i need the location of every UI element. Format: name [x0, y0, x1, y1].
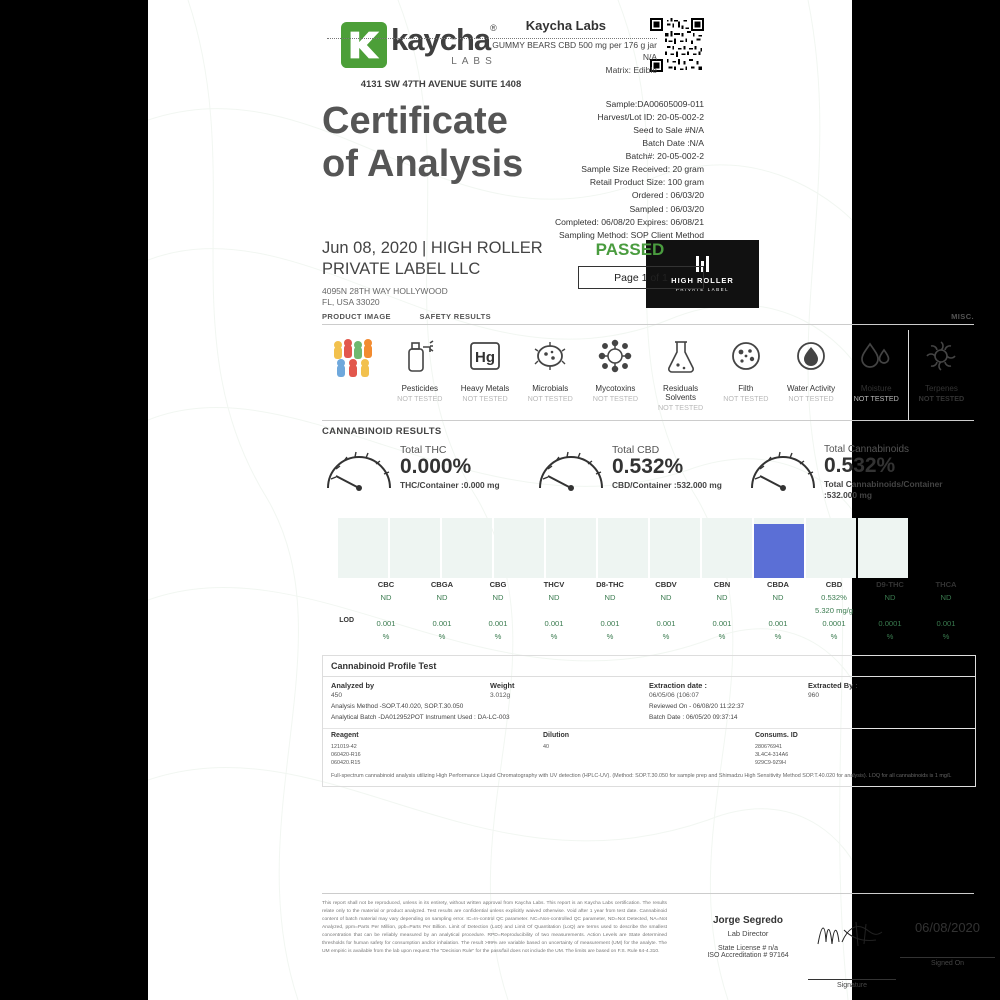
profile-fields — [323, 677, 975, 703]
analytical-batch: Analytical Batch -DA012952POT Instrument Used : DA-LC-003 — [331, 714, 510, 721]
table-cell: % — [438, 632, 446, 642]
residual-solvents-icon — [648, 330, 713, 382]
gauge-row — [322, 444, 974, 501]
test-label: Heavy Metals — [460, 384, 510, 393]
lab-name: Kaycha Labs — [525, 18, 606, 33]
chart-cell — [754, 518, 804, 578]
safety-test-icons — [322, 330, 974, 412]
logo-sub: LABS — [451, 55, 497, 67]
profile-field-weight: Weight 3.012g — [490, 681, 515, 699]
test-label: Moisture — [860, 384, 892, 393]
meta-line: Retail Product Size: 100 gram — [589, 177, 704, 188]
test-label: Water Activity — [786, 384, 836, 393]
chart-cell — [546, 518, 596, 578]
gauge-dial-icon — [322, 444, 396, 496]
svg-text:Hg: Hg — [475, 349, 495, 366]
table-cell — [414, 604, 470, 608]
signature-block — [808, 918, 896, 989]
signer-name: Jorge Segredo — [712, 915, 784, 926]
test-label: Pesticides — [401, 384, 439, 393]
client-address2: FL, USA 33020 — [322, 297, 380, 308]
reagent-values — [323, 742, 975, 768]
table-cell — [694, 604, 750, 608]
table-cell — [582, 604, 638, 608]
column-header: Reagent — [331, 732, 359, 739]
table-cell: 0.001 — [712, 619, 732, 629]
column-header: CBN — [713, 580, 731, 589]
profile-mini-row-2 — [323, 714, 975, 728]
column-header: D9-THC — [876, 580, 904, 589]
test-label: Microbials — [532, 384, 569, 393]
meta-line: Sampling Method: SOP Client Method — [558, 229, 704, 240]
table-cell: ND — [604, 593, 616, 602]
test-status: NOT TESTED — [723, 394, 769, 403]
table-cell: % — [942, 632, 950, 642]
client-line2: PRIVATE LABEL LLC — [322, 260, 481, 279]
table-cell: ND — [940, 593, 952, 602]
table-cell: ND — [660, 593, 672, 602]
column-header: Dilution — [543, 732, 570, 739]
iso-accreditation: ISO Accreditation # 97164 — [707, 952, 789, 959]
test-item-product — [322, 330, 387, 412]
chart-cell — [494, 518, 544, 578]
microbials-icon — [518, 330, 583, 382]
table-cell — [358, 604, 414, 608]
column-header: CBDA — [767, 580, 789, 589]
terpenes-icon — [909, 330, 974, 382]
gauge-value: 0.532% — [824, 454, 896, 477]
batch-date: Batch Date : 06/05/20 09:37:14 — [649, 714, 738, 721]
gauge-total-thc — [322, 444, 534, 501]
test-item-filth — [713, 330, 778, 412]
column-header: CBD — [825, 580, 843, 589]
gauge-dial-icon — [534, 444, 608, 496]
sample-na: N/A — [642, 52, 657, 63]
table-cell: 0.532% — [821, 593, 847, 602]
test-item-moisture — [844, 330, 909, 412]
product-brand-sub: PRIVATE LABEL — [675, 287, 730, 292]
table-cell: 0.001 — [488, 619, 508, 629]
meta-line: Sampled : 06/03/20 — [629, 203, 704, 214]
table-cell: ND — [772, 593, 784, 602]
test-item-terpenes — [909, 330, 974, 412]
table-cell: 0.0001 — [822, 619, 846, 629]
client-address1: 4095N 28TH WAY HOLLYWOOD — [322, 285, 448, 296]
test-label: Filth — [738, 384, 754, 393]
analysis-method: Analysis Method -SOP.T.40.020, SOP.T.30.050 — [331, 703, 464, 710]
test-item-heavy-metals — [452, 330, 517, 412]
test-label: Residuals Solvents — [663, 384, 699, 403]
chart-cell — [338, 518, 388, 578]
page-title-line2: of Analysis — [322, 142, 524, 185]
column-header: Consums. ID — [755, 732, 798, 739]
profile-field-extracted-by: Extracted By : 960 — [808, 681, 858, 699]
cannabinoid-bar-chart — [338, 518, 908, 578]
meta-line: Batch#: 20-05-002-2 — [625, 151, 704, 162]
test-status: NOT TESTED — [592, 394, 639, 403]
chart-cell — [858, 518, 908, 578]
lab-address: 4131 SW 47TH AVENUE SUITE 1408 — [360, 79, 522, 90]
dilution-values: 40 — [543, 744, 549, 750]
gauge-sub: CBD/Container :532.000 mg — [612, 480, 722, 491]
test-label: Terpenes — [924, 384, 958, 393]
table-cell: 0.001 — [432, 619, 452, 629]
registered-mark-icon: ® — [490, 22, 497, 33]
gauge-value: 0.532% — [612, 455, 684, 478]
reagent-headers — [323, 728, 975, 742]
section-label-misc: MISC. — [951, 312, 974, 321]
lab-director-block — [688, 915, 808, 959]
signed-on-caption: Signed On — [900, 957, 995, 967]
sample-description: GUMMY BEARS CBD 500 mg per 176 g jar — [327, 38, 657, 51]
table-row-lod — [322, 617, 974, 630]
meta-line: Seed to Sale #N/A — [633, 125, 704, 136]
column-header: CBG — [489, 580, 507, 589]
table-row-headers — [322, 578, 974, 591]
signature-icon — [812, 918, 892, 948]
logo-wordmark: kaycha — [391, 21, 491, 57]
profile-field-analyzed-by: Analyzed by 450 — [331, 681, 375, 699]
moisture-icon — [844, 330, 909, 382]
cannabinoid-profile-test — [322, 655, 976, 787]
chart-cell — [442, 518, 492, 578]
status-badge: PASSED — [595, 240, 665, 259]
chart-cell — [598, 518, 648, 578]
table-cell: ND — [436, 593, 448, 602]
gauge-total-cannabinoids — [746, 444, 974, 501]
table-cell — [470, 604, 526, 608]
column-header: CBDV — [655, 580, 677, 589]
section-label-product-image: PRODUCT IMAGE — [322, 312, 391, 321]
footer-disclaimer: This report shall not be reproduced, unless in its entirety, without written approval from Kaycha Labs. This report is an Kaycha Labs certification. The results relate only to the material or product analyzed. Test results are confidential unless explicitly waived otherwise. Void after 1 year from test date. Cannabinoid content of batch material may vary depending on sampling error. IC=In-control QC parameter. NC=Non-controlled QC parameter, ND=Not Detected, NA=Not Analyzed, ppm=Parts Per Million, ppb=Parts Per Billion. Limit of Detection (LoD) and Limit Of Quantitation (LoQ) are terms used to describe the smallest concentration that can be reliably measured by an analytical procedure. RPD=Reproducibility of two measurements. Action Levels are State determined thresholds for human safety for consumption and/or inhalation. The result >99% are variable based on uncertainty of measurement (UM) for the analyte. The UM empiric is available from the lab upon request.The "Decision Rule" for the pass/fail does not include the UM. The limits are based on F.S. Rule 64-4.310. — [322, 901, 667, 954]
signed-date: 06/08/2020 — [914, 920, 981, 935]
page-indicator: Page 1 of 1 — [578, 266, 704, 289]
gauge-title: Total CBD — [612, 444, 660, 456]
footer-divider — [322, 893, 974, 894]
table-cell: % — [774, 632, 782, 642]
table-cell: 0.001 — [656, 619, 676, 629]
test-status: NOT TESTED — [657, 403, 704, 413]
table-cell: % — [886, 632, 894, 642]
column-header: THCA — [935, 580, 957, 589]
table-cell: 0.001 — [936, 619, 956, 629]
test-status: NOT TESTED — [853, 394, 899, 403]
table-cell: 0.0001 — [878, 619, 902, 629]
table-row-mgg — [322, 604, 974, 617]
section-label-safety-results: SAFETY RESULTS — [419, 312, 492, 321]
table-cell: % — [550, 632, 558, 642]
profile-field-extraction-date: Extraction date : 06/05/06 (106:07 — [649, 681, 707, 699]
client-line1: Jun 08, 2020 | HIGH ROLLER — [322, 239, 543, 257]
table-cell: ND — [716, 593, 728, 602]
gauge-title: Total Cannabinoids — [824, 444, 910, 455]
test-item-mycotoxins — [583, 330, 648, 412]
mycotoxins-icon — [583, 330, 648, 382]
column-header: THCV — [543, 580, 565, 589]
table-cell: 0.001 — [768, 619, 788, 629]
chart-cell — [390, 518, 440, 578]
divider-after-icons — [322, 420, 974, 421]
water-activity-icon — [778, 330, 843, 382]
table-cell: ND — [548, 593, 560, 602]
meta-line: Sample:DA00605009-011 — [605, 99, 704, 109]
table-cell: % — [830, 632, 838, 642]
filth-icon — [713, 330, 778, 382]
sample-header-info — [327, 38, 657, 76]
test-status: NOT TESTED — [397, 394, 443, 403]
cannabinoid-table — [322, 578, 974, 643]
test-status: NOT TESTED — [788, 394, 834, 403]
test-status: NOT TESTED — [462, 394, 508, 403]
meta-line: Batch Date :N/A — [642, 138, 704, 149]
signed-date-block — [900, 920, 995, 967]
table-row-unit — [322, 630, 974, 643]
test-item-residual-solvents — [648, 330, 713, 412]
table-cell: % — [662, 632, 670, 642]
chart-cell — [702, 518, 752, 578]
column-header: CBGA — [430, 580, 454, 589]
sample-matrix: Matrix: Edible — [605, 64, 657, 75]
table-cell: % — [606, 632, 614, 642]
gauge-title: Total THC — [400, 444, 447, 456]
column-header: CBC — [377, 580, 395, 589]
table-cell — [918, 604, 974, 608]
test-status: NOT TESTED — [527, 394, 573, 403]
qr-code-icon — [650, 18, 704, 72]
profile-footnote: Full-spectrum cannabinoid analysis utilizing High Performance Liquid Chromatography with UV detection (HPLC-UV). (Method: SOP.T.30.050 for sample prep and Shimadzu High Sensitivity Method SOP.T.40.020 for analysis). LOQ for all cannabinoids is 1 mg/L — [331, 773, 952, 780]
state-license: State License # n/a — [718, 945, 778, 952]
table-cell: ND — [884, 593, 896, 602]
profile-mini-row-1 — [323, 703, 975, 714]
section-labels — [322, 312, 974, 321]
table-cell — [862, 604, 918, 608]
document-sheet — [148, 0, 981, 1000]
client-info — [322, 238, 543, 309]
test-status: NOT TESTED — [918, 394, 965, 403]
table-row-values — [322, 591, 974, 604]
table-cell: 5.320 mg/g — [815, 606, 853, 615]
gauge-value: 0.000% — [400, 455, 472, 478]
signature-caption: Signature — [837, 982, 867, 989]
cannabinoid-results-title: CANNABINOID RESULTS — [322, 426, 442, 437]
product-brand-name: HIGH ROLLER — [671, 276, 734, 285]
table-cell: 0.001 — [544, 619, 564, 629]
table-cell: % — [494, 632, 502, 642]
reviewed-on: Reviewed On - 06/08/20 11:22:37 — [649, 703, 745, 710]
column-header: D8-THC — [596, 580, 624, 589]
table-cell — [638, 604, 694, 608]
row-label: LOD — [339, 617, 354, 625]
test-item-pesticides — [387, 330, 452, 412]
profile-heading: Cannabinoid Profile Test — [323, 656, 975, 677]
table-cell — [750, 604, 806, 608]
chart-cell — [650, 518, 700, 578]
signer-role: Lab Director — [727, 929, 769, 938]
test-item-microbials — [518, 330, 583, 412]
table-cell: 0.001 — [376, 619, 396, 629]
sample-metadata — [404, 98, 704, 242]
gummy-bears-icon — [322, 330, 387, 382]
table-cell: 0.001 — [600, 619, 620, 629]
divider-top — [322, 324, 974, 325]
gauge-sub: THC/Container :0.000 mg — [400, 480, 500, 491]
table-cell: % — [382, 632, 390, 642]
gauge-sub: Total Cannabinoids/Container :532.000 mg — [824, 479, 943, 500]
table-cell: ND — [380, 593, 392, 602]
meta-line: Ordered : 06/03/20 — [631, 190, 704, 201]
heavy-metals-icon — [452, 330, 517, 382]
test-item-water-activity — [778, 330, 843, 412]
page-title-line1: Certificate — [322, 100, 508, 142]
chart-bar — [754, 524, 804, 578]
table-cell: % — [718, 632, 726, 642]
gauge-dial-icon — [746, 444, 820, 496]
test-label: Mycotoxins — [595, 384, 636, 393]
meta-line: Sample Size Received: 20 gram — [581, 164, 704, 175]
pesticides-icon — [387, 330, 452, 382]
meta-line: Harvest/Lot ID: 20-05-002-2 — [597, 112, 704, 123]
table-cell — [526, 604, 582, 608]
table-cell: ND — [492, 593, 504, 602]
consum-ids: 2806?6941 3L4C4-314A6 929C9-9Z9H — [755, 744, 789, 767]
gauge-total-cbd — [534, 444, 746, 501]
reagent-ids: 121019-42 060420-R16 060420.R15 — [331, 744, 361, 767]
meta-line: Completed: 06/08/20 Expires: 06/08/21 — [554, 216, 704, 227]
chart-cell — [806, 518, 856, 578]
